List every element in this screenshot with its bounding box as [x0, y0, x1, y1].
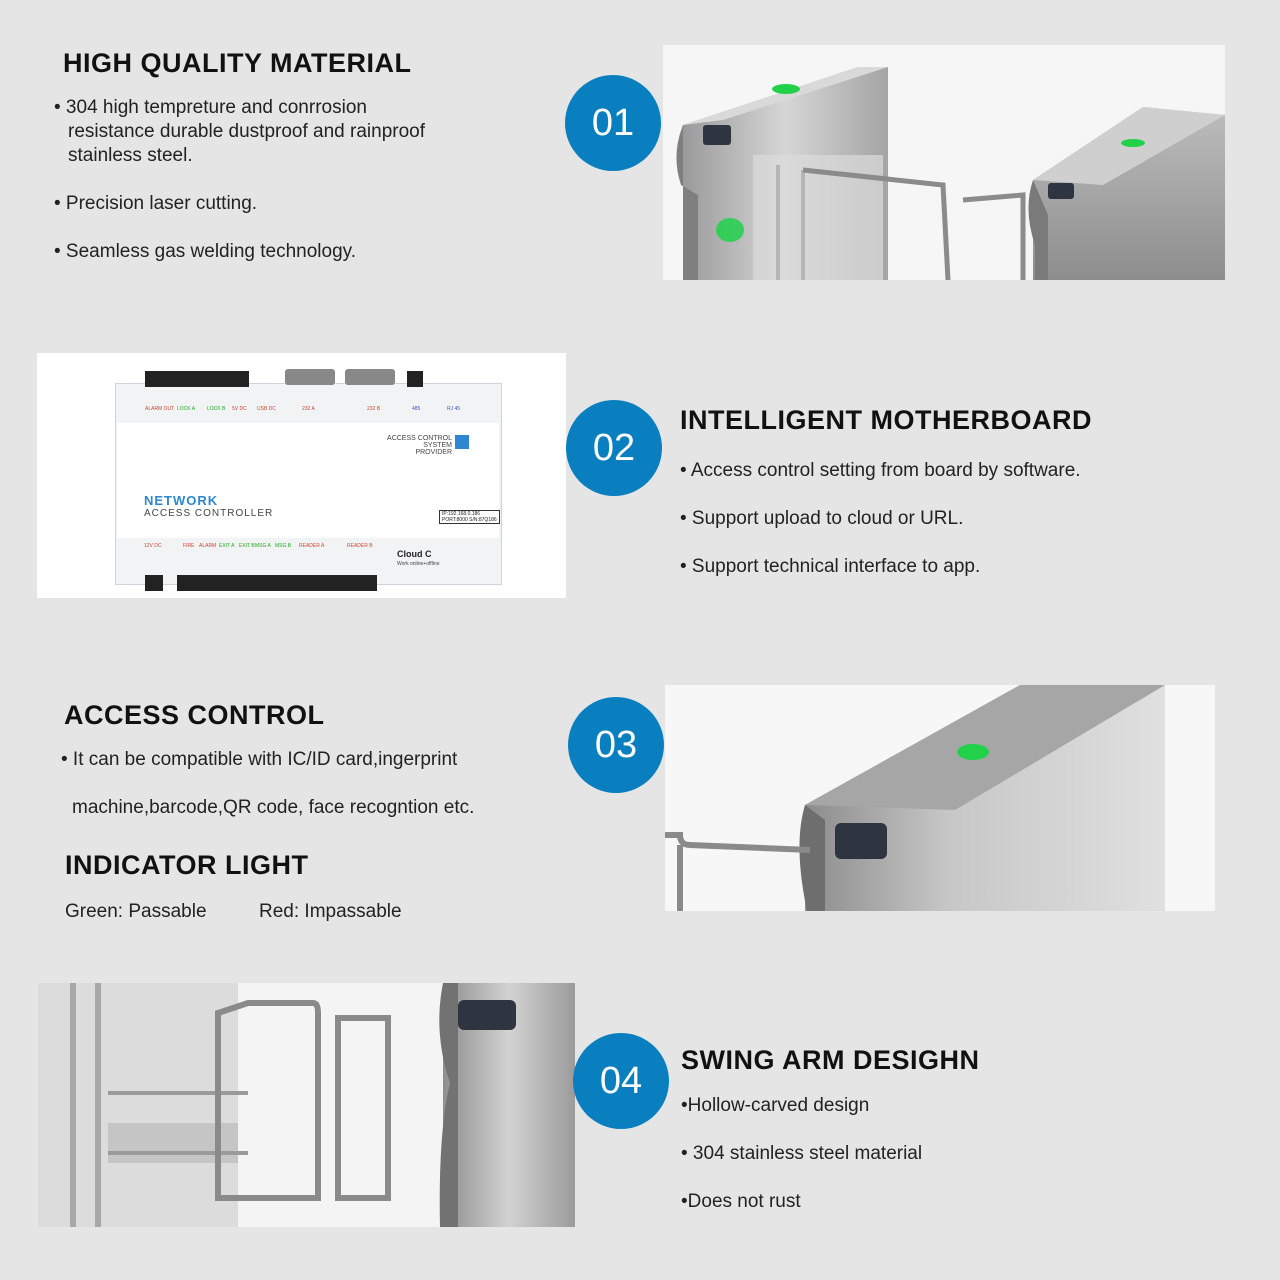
controller-top-label-rj45: RJ 45: [447, 406, 461, 412]
section-03-bullet-1: • It can be compatible with IC/ID card,ingerprint: [61, 749, 458, 770]
controller-brand-line2: PROVIDER: [415, 449, 452, 456]
section-04-bullet-1: •Hollow-carved design: [681, 1095, 870, 1116]
turnstile-photo-pair: [663, 45, 1225, 280]
controller-name-line1: NETWORK: [144, 493, 219, 508]
section-01-bullet-2: • Precision laser cutting.: [54, 193, 258, 214]
controller-top-label-lock-a: LOCK A: [177, 406, 196, 412]
section-04-bullet-3: •Does not rust: [681, 1191, 801, 1212]
controller-bottom-label-reader-b: READER B: [347, 543, 373, 549]
section-01-bullet-3: • Seamless gas welding technology.: [54, 241, 357, 262]
controller-bottom-label-fire: FIRE: [183, 543, 195, 549]
section-02-bullet-2: • Support upload to cloud or URL.: [680, 508, 964, 529]
controller-name-line2: ACCESS CONTROLLER: [144, 508, 274, 519]
controller-bottom-label-msg-a: MSG A: [255, 543, 271, 549]
section-02-title: INTELLIGENT MOTHERBOARD: [680, 405, 1092, 435]
swing-arm-photo: [38, 983, 575, 1227]
controller-top-label-5vdc: 5V DC: [232, 406, 247, 412]
section-03-subtitle: INDICATOR LIGHT: [65, 850, 309, 880]
turnstile-indicator-photo: [665, 685, 1215, 911]
section-01-bullet-1: • 304 high tempreture and conrrosion: [54, 97, 367, 118]
controller-cloud-label: Cloud C: [397, 549, 432, 559]
controller-port-label: PORT:8000 S/N:87Q186: [442, 517, 497, 523]
controller-top-label-alarm-out: ALARM OUT: [145, 406, 175, 412]
section-01-title: HIGH QUALITY MATERIAL: [63, 48, 412, 78]
section-04-title: SWING ARM DESIGHN: [681, 1045, 980, 1075]
section-04-number-badge: 04: [573, 1033, 669, 1129]
section-04-bullet-2: • 304 stainless steel material: [681, 1143, 923, 1164]
controller-cloud-sub: Work online+offline: [397, 561, 440, 567]
controller-bottom-label-exit-a: EXIT A: [219, 543, 235, 549]
section-03-bullet-1-cont: machine,barcode,QR code, face recogntion etc.: [72, 797, 475, 818]
section-02-bullet-3: • Support technical interface to app.: [680, 556, 981, 577]
controller-bottom-label-12vdc: 12V DC: [144, 543, 162, 549]
controller-bottom-label-alarm: ALARM: [199, 543, 217, 549]
section-01-number-badge: 01: [565, 75, 661, 171]
controller-bottom-label-reader-a: READER A: [299, 543, 325, 549]
indicator-red-label: Red: Impassable: [259, 901, 402, 922]
section-02-number-badge: 02: [566, 400, 662, 496]
controller-brand-line1: ACCESS CONTROL SYSTEM: [387, 435, 452, 449]
controller-bottom-label-exit-b: EXIT B: [239, 543, 255, 549]
section-01-bullet-1-cont: resistance durable dustproof and rainproof: [68, 121, 426, 142]
controller-ip-label: IP:192.168.0.186: [442, 511, 481, 517]
indicator-green-label: Green: Passable: [65, 901, 207, 922]
controller-top-label-485: 485: [412, 406, 421, 412]
controller-top-label-232a: 232 A: [302, 406, 315, 412]
controller-brand-logo: [455, 435, 469, 449]
section-02-bullet-1: • Access control setting from board by software.: [680, 460, 1081, 481]
controller-bottom-label-msg-b: MSG B: [275, 543, 292, 549]
controller-top-label-usb-dc: USB DC: [257, 406, 276, 412]
section-03-number-badge: 03: [568, 697, 664, 793]
access-controller-board-photo: [37, 353, 566, 598]
section-01-bullet-1-cont2: stainless steel.: [68, 145, 193, 166]
controller-top-label-lock-b: LOCK B: [207, 406, 226, 412]
section-03-title: ACCESS CONTROL: [64, 700, 325, 730]
controller-top-label-232b: 232 B: [367, 406, 381, 412]
